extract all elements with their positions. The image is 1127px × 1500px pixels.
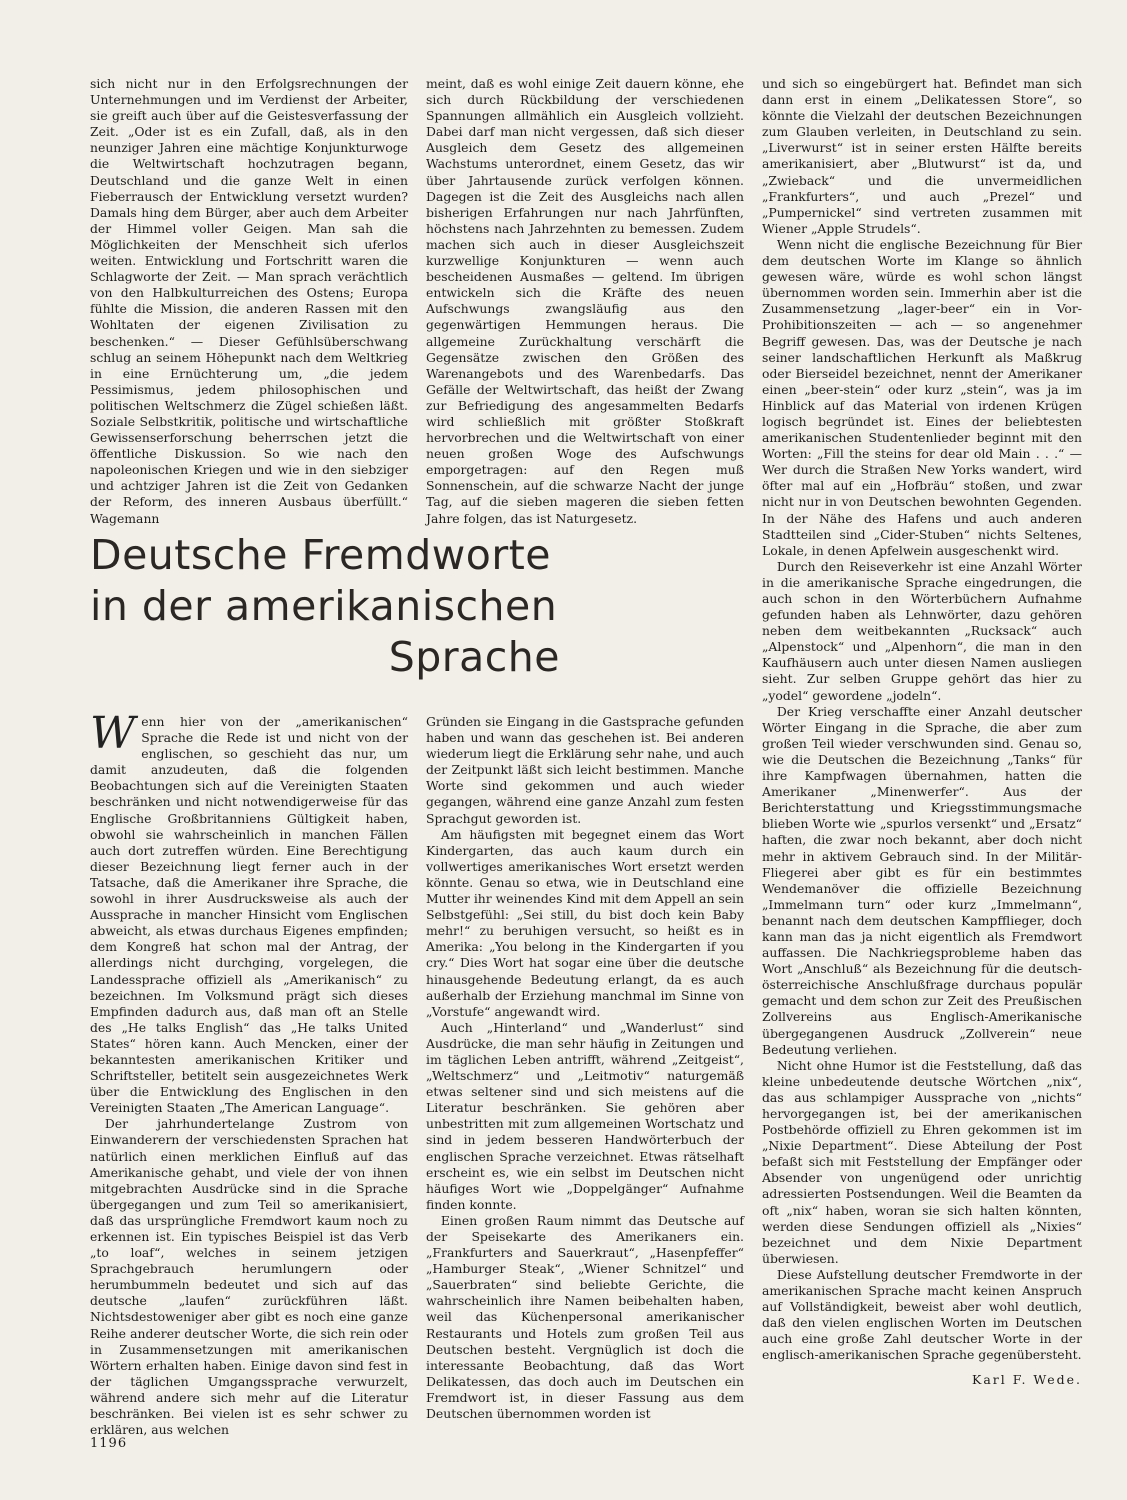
article-paragraph: Auch „Hinterland“ und „Wanderlust“ sind Ausdrücke, die man sehr häufig in Zeitungen und im täglichen Leben antrifft, während „Zeitgeist“, „Weltschmerz“ und „Leitmotiv“ naturgemäß etwas seltener sind und sich meistens auf die Literatur beschränken. Sie gehören aber unbestritten mit zum allgemeinen Wortschatz und sind in jedem besseren Handwörterbuch der englischen Sprache verzeichnet. Etwas rätselhaft erscheint es, wie ein selbst im Deutschen nicht häufiges Wort wie „Doppelgänger“ Aufnahme finden konnte.: [426, 1019, 744, 1212]
article-paragraph: Der jahrhundertelange Zustrom von Einwanderern der verschiedensten Sprachen hat natürlich einen merklichen Einfluß auf das Amerikanische gehabt, und viele der von ihnen mitgebrachten Ausdrücke sind in die Sprache übergegangen und zum Teil so amerikanisiert, daß das ursprüngliche Fremdwort kaum noch zu erkennen ist. Ein typisches Beispiel ist das Verb „to loaf“, welches in seinem jetzigen Sprachgebrauch herumlungern oder herumbummeln bedeutet und sich auf das deutsche „laufen“ zurückführen läßt. Nichtsdestoweniger aber gibt es noch eine ganze Reihe anderer deutscher Worte, die sich rein oder in Zusammensetzungen mit amerikanischen Wörtern erhalten haben. Einige davon sind fest in der täglichen Umgangssprache verwurzelt, während andere sich mehr auf die Literatur beschränken. Bei vielen ist es sehr schwer zu erklären, aus welchen: [90, 1116, 408, 1438]
article-column-1: [90, 708, 408, 1440]
article-paragraph: Wenn nicht die englische Bezeichnung für Bier dem deutschen Worte im Klange so ähnlich gewesen wäre, würde es wohl schon längst übernommen worden sein. Immerhin aber ist die Zusammensetzung „lager-beer“ ein in Vor-Prohibitionszeiten — ach — so angenehmer Begriff gewesen. Das, was der Deutsche je nach seiner landschaftlichen Herkunft als Maßkrug oder Bierseidel bezeichnet, nennt der Amerikaner einen „beer-stein“ oder kurz „stein“, was ja im Hinblick auf das Material von irdenen Krügen logisch begründet ist. Eines der beliebtesten amerikanischen Studentenlieder beginnt mit den Worten: „Fill the steins for dear old Main . . .“ — Wer durch die Straßen New Yorks wandert, wird öfter mal auf ein „Hofbräu“ stoßen, und zwar nicht nur in von Deutschen bewohnten Gegenden. In der Nähe des Hafens und auch anderen Stadtteilen sind „Cider-Stuben“ nichts Seltenes, Lokale, in denen Apfelwein ausgeschenkt wird.: [762, 236, 1082, 558]
intro-column-1: [90, 76, 408, 526]
article-paragraph: Durch den Reiseverkehr ist eine Anzahl Wörter in die amerikanische Sprache eingedrungen, die auch schon in den Wörterbüchern Aufnahme gefunden haben als Lehnwörter, dazu gehören neben dem weitbekannten „Rucksack“ auch „Alpenstock“ und „Alpenhorn“, die man in den Kaufhäusern auch unter diesen Namen ausliegen sieht. Zur selben Gruppe gehört das hier zu „yodel“ gewordene „jodeln“.: [762, 558, 1082, 703]
article-paragraph: [90, 708, 408, 1116]
article-paragraph: Nicht ohne Humor ist die Feststellung, daß das kleine unbedeutende deutsche Wörtchen „nix“, das aus schlampiger Aussprache von „nichts“ hervorgegangen ist, bei der amerikanischen Postbehörde offiziell zu Ehren gekommen ist im „Nixie Department“. Diese Abteilung der Post befaßt sich mit Feststellung der Empfänger oder Absender von ungenügend oder unrichtig adressierten Postsendungen. Weil die Beamten da oft „nix“ haben, woran sie sich halten könnten, werden diese Sendungen offiziell als „Nixies“ bezeichnet und dem Nixie Department überwiesen.: [762, 1057, 1082, 1266]
article-text: enn hier von der „amerikanischen“ Sprache die Rede ist und nicht von der englischen, so geschieht das nur, um damit anzudeuten, daß die folgenden Beobachtungen sich auf die Vereinigten Staaten beschränken und nicht notwendigerweise für das Englische Großbritanniens Gültigkeit haben, obwohl sie wahrscheinlich in manchen Fällen auch dort zutreffen würden. Eine Berechtigung dieser Bezeichnung liegt ferner auch in der Tatsache, daß die Amerikaner ihre Sprache, die sowohl in ihrer Ausdrucksweise als auch der Aussprache in mancher Hinsicht vom Englischen abweicht, als etwas durchaus Eigenes empfinden; dem Kongreß hat schon mal der Antrag, der allerdings nicht durchging, vorgelegen, die Landessprache offiziell als „Amerikanisch“ zu bezeichnen. Im Volksmund prägt sich dieses Empfinden dadurch aus, daß man oft an Stelle des „He talks English“ das „He talks United States“ hören kann. Auch Mencken, einer der bekanntesten amerikanischen Kritiker und Schriftsteller, betitelt sein ausgezeichnetes Werk über die Entwicklung des Englischen in den Vereinigten Staaten „The American Language“.: [90, 714, 408, 1116]
article-paragraph: Diese Aufstellung deutscher Fremdworte in der amerikanischen Sprache macht keinen Anspruch auf Vollständigkeit, beweist aber wohl deutlich, daß den vielen englischen Worten im Deutschen auch eine große Zahl deutscher Worte in der englisch-amerikanischen Sprache gegenübersteht.: [762, 1266, 1082, 1363]
title-line-1: Deutsche Fremdworte: [90, 531, 552, 579]
article-paragraph: Einen großen Raum nimmt das Deutsche auf der Speisekarte des Amerikaners ein. „Frankfurters and Sauerkraut“, „Hasenpfeffer“ „Hamburger Steak“, „Wiener Schnitzel“ und „Sauerbraten“ sind beliebte Gerichte, die wahrscheinlich ihre Namen beibehalten haben, weil das Küchenpersonal amerikanischer Restaurants und Hotels zum großen Teil aus Deutschen besteht. Vergnüglich ist doch die interessante Beobachtung, daß das Wort Delikatessen, das doch auch im Deutschen ein Fremdwort ist, in dieser Fassung aus dem Deutschen übernommen worden ist: [426, 1212, 744, 1422]
author-signature: Karl F. Wede.: [971, 1371, 1082, 1387]
article-column-2: [426, 714, 744, 1440]
intro-column-2: [426, 76, 744, 526]
article-paragraph: Gründen sie Eingang in die Gastsprache gefunden haben und wann das geschehen ist. Bei anderen wiederum liegt die Erklärung sehr nahe, und auch der Zeitpunkt läßt sich leicht bestimmen. Manche Worte sind gekommen und auch wieder gegangen, während eine ganze Anzahl zum festen Sprachgut geworden ist.: [426, 714, 744, 826]
intro-col1-text: sich nicht nur in den Erfolgsrechnungen der Unternehmungen und im Verdienst der Arbeiter, sie greift auch über auf die Geistesverfassung der Zeit. „Oder ist es ein Zufall, daß, als in den neunziger Jahren eine mächtige Konjunkturwoge die Weltwirtschaft hochzutragen begann, Deutschland und die ganze Welt in einen Fieberrausch der Entwicklung versetzt wurden? Damals hing dem Bürger, aber auch dem Arbeiter der Himmel voller Geigen. Man sah die Möglichkeiten der Menschheit sich uferlos weiten. Entwicklung und Fortschritt waren die Schlagworte der Zeit. — Man sprach verächtlich von den Halbkulturreichen des Ostens; Europa fühlte die Mission, die anderen Rassen mit den Wohltaten der eigenen Zivilisation zu beschenken.“ — Dieser Gefühlsüberschwang schlug an seinem Höhepunkt nach dem Weltkrieg in eine Ernüchterung um, „die jedem Pessimismus, jedem philosophischen und politischen Weltschmerz die Zügel schießen läßt. Soziale Selbstkritik, politische und wirtschaftliche Gewissenserforschung beherrschen jetzt die öffentliche Diskussion. So wie nach den napoleonischen Kriegen und wie in den siebziger und achtziger Jahren ist die Zeit von Gedanken der Reform, des inneren Ausbaus überfüllt.“ Wagemann: [90, 76, 408, 526]
article-column-3: [762, 76, 1082, 1440]
drop-cap: W: [90, 708, 136, 759]
article-paragraph: und sich so eingebürgert hat. Befindet man sich dann erst in einem „Delikatessen Store“, so könnte die Vielzahl der deutschen Bezeichnungen zum Glauben verleiten, in Deutschland zu sein. „Liverwurst“ ist in seiner ersten Hälfte bereits amerikanisiert, aber „Blutwurst“ ist da, und „Zwieback“ und die unvermeidlichen „Frankfurters“, und auch „Prezel“ und „Pumpernickel“ sind vertreten zusammen mit Wiener „Apple Strudels“.: [762, 76, 1082, 236]
title-line-3: Sprache: [388, 633, 560, 681]
title-line-2: in der amerikanischen: [90, 582, 558, 630]
article-title: [90, 530, 560, 683]
article-paragraph: Am häufigsten mit begegnet einem das Wort Kindergarten, das auch kaum durch ein vollwertiges amerikanisches Wort ersetzt werden könnte. Genau so etwa, wie in Deutschland eine Mutter ihr weinendes Kind mit dem Appell an sein Selbstgefühl: „Sei still, du bist doch kein Baby mehr!“ zu beruhigen versucht, so heißt es in Amerika: „You belong in the Kindergarten if you cry.“ Dies Wort hat sogar eine über die deutsche hinausgehende Bedeutung erlangt, da es auch außerhalb der Erziehung manchmal im Sinne von „Vorstufe“ angewandt wird.: [426, 826, 744, 1019]
intro-col2-text: meint, daß es wohl einige Zeit dauern könne, ehe sich durch Rückbildung der verschiedenen Spannungen allmählich ein Ausgleich vollzieht. Dabei darf man nicht vergessen, daß sich dieser Ausgleich dem Gesetz des allgemeinen Wachstums unterordnet, einem Gesetz, das wir über Jahrtausende zurück verfolgen können. Dagegen ist die Zeit des Ausgleichs nach allen bisherigen Erfahrungen nur nach Jahrfünften, höchstens nach Jahrzehnten zu bemessen. Zudem machen sich auch in dieser Ausgleichszeit kurzwellige Konjunkturen — wenn auch bescheidenen Ausmaßes — geltend. Im übrigen entwickeln sich die Kräfte des neuen Aufschwungs zwangsläufig aus den gegenwärtigen Hemmungen heraus. Die allgemeine Zurückhaltung verschärft die Gegensätze zwischen den Größen des Warenangebots und des Warenbedarfs. Das Gefälle der Weltwirtschaft, das heißt der Zwang zur Befriedigung des angesammelten Bedarfs wird schließlich mit größter Stoßkraft hervorbrechen und die Weltwirtschaft von einer neuen großen Woge des Aufschwungs emporgetragen: auf den Regen muß Sonnenschein, auf die schwarze Nacht der junge Tag, auf die sieben mageren die sieben fetten Jahre folgen, das ist Naturgesetz.: [426, 76, 744, 526]
page-number: 1196: [90, 1436, 128, 1451]
article-paragraph: Der Krieg verschaffte einer Anzahl deutscher Wörter Eingang in die Sprache, die aber zum großen Teil wieder verschwunden sind. Genau so, wie die Deutschen die Bezeichnung „Tanks“ für ihre Kampfwagen übernahmen, hatten die Amerikaner „Minenwerfer“. Aus der Berichterstattung und Kriegsstimmungsmache blieben Worte wie „spurlos versenkt“ und „Ersatz“ haften, die zwar noch bekannt, aber doch nicht mehr in aktivem Gebrauch sind. In der Militär-Fliegerei aber gibt es für ein bestimmtes Wendemanöver die offizielle Bezeichnung „Immelmann turn“ oder kurz „Immelmann“, benannt nach dem deutschen Kampfflieger, doch kann man das ja nicht eigentlich als Fremdwort auffassen. Die Nachkriegsprobleme haben das Wort „Anschluß“ als Bezeichnung für die deutsch-österreichische Anschlußfrage durchaus populär gemacht und dem schon zur Zeit des Preußischen Zollvereins aus Englisch-Amerikanische übergegangenen Ausdruck „Zollverein“ neue Bedeutung verliehen.: [762, 703, 1082, 1057]
